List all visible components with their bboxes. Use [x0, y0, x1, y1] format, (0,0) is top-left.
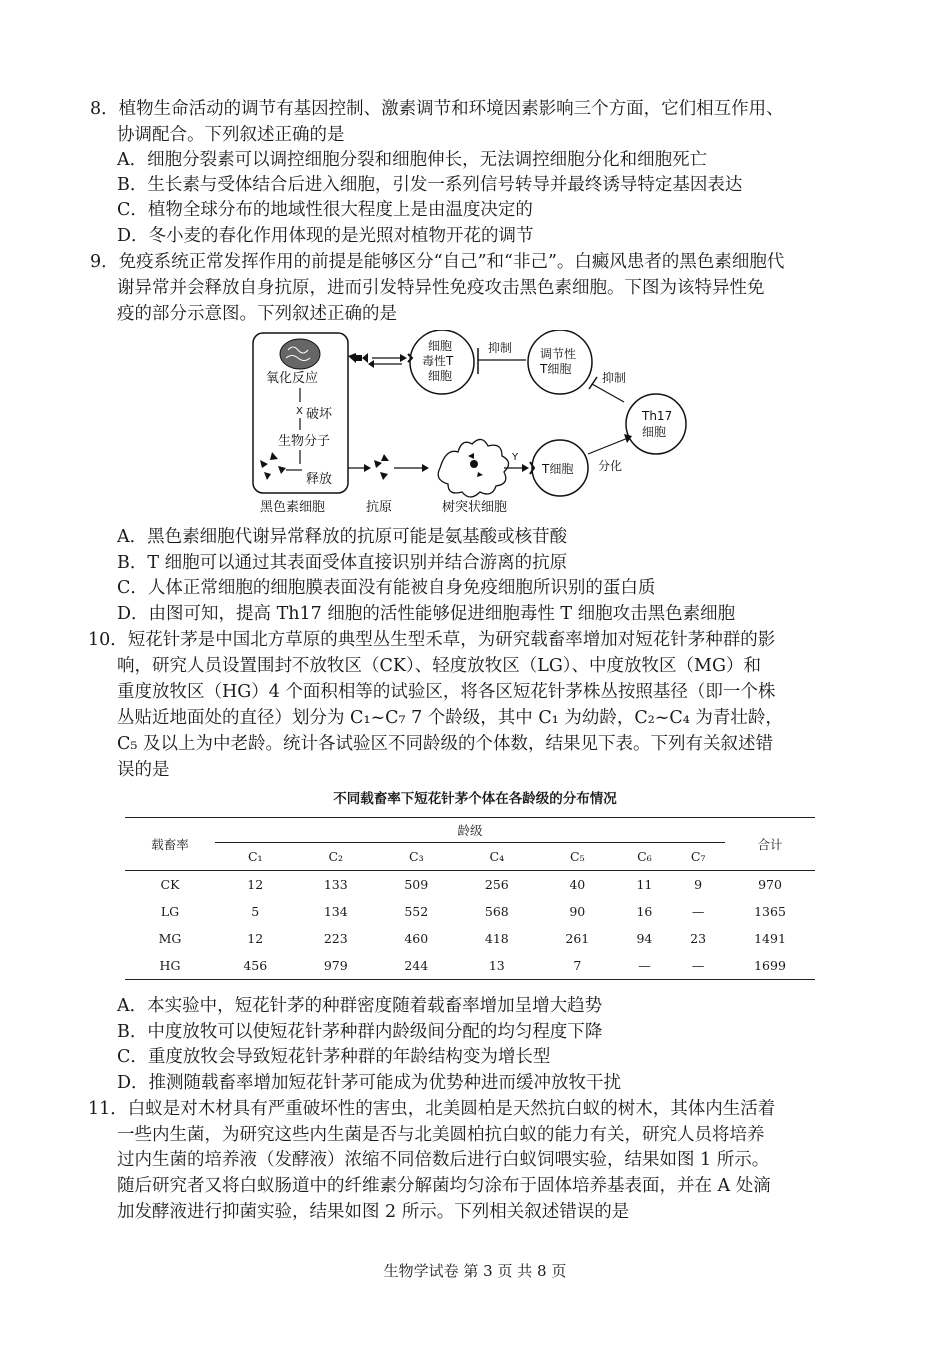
q10-stem-line2: 响，研究人员设置围封不放牧区（CK）、轻度放牧区（LG）、中度放牧区（MG）和	[117, 656, 761, 676]
cell: 23	[690, 931, 707, 946]
q8-option-d: D．冬小麦的春化作用体现的是光照对植物开花的调节	[117, 226, 534, 246]
age-col-header: C₅	[537, 843, 618, 871]
cell: 568	[484, 904, 509, 919]
age-col-header: C₆	[618, 843, 672, 871]
cell: 9	[694, 877, 703, 892]
th17-cell	[626, 394, 686, 454]
y-label: Y	[512, 452, 519, 463]
q8-stem-line2: 协调配合。下列叙述正确的是	[117, 125, 345, 145]
antigen-cluster-inside	[260, 452, 286, 480]
age-col-header: C₄	[457, 843, 538, 871]
melanocyte-nucleus	[280, 339, 320, 369]
cell: 7	[573, 958, 582, 973]
table-row	[125, 925, 815, 952]
row-rate: CK	[160, 877, 180, 892]
q9-stem-line3: 疫的部分示意图。下列叙述正确的是	[117, 304, 397, 324]
row-rate: MG	[158, 931, 182, 946]
oxidation-label: 氧化反应	[266, 371, 319, 386]
cell: 418	[484, 931, 509, 946]
dendritic-label: 树突状细胞	[442, 500, 508, 515]
biomolecule-label: 生物分子	[278, 434, 331, 449]
table-title: 不同载畜率下短花针茅个体在各龄级的分布情况	[333, 791, 617, 807]
inhibit-label-1: 抑制	[488, 341, 513, 355]
q10-stem-line3: 重度放牧区（HG）4 个面积相等的试验区，将各区短花针茅株丛按照基径（即一个株	[117, 682, 776, 702]
cell: 456	[243, 958, 268, 973]
q9-option-d: D．由图可知，提高 Th17 细胞的活性能够促进细胞毒性 T 细胞攻击黑色素细胞	[117, 604, 736, 624]
table-row	[125, 898, 815, 925]
q10-option-b: B．中度放牧可以使短花针茅种群内龄级间分配的均匀程度下降	[117, 1022, 603, 1042]
q8-option-b: B．生长素与受体结合后进入细胞，引发一系列信号转导并最终诱导特定基因表达	[117, 175, 743, 195]
ctl-label-1: 细胞	[428, 339, 453, 353]
distribution-table	[125, 817, 815, 980]
destroy-label: 破坏	[306, 407, 333, 422]
cell: 90	[569, 904, 586, 919]
cell: —	[691, 904, 705, 919]
age-col-header: C₂	[296, 843, 377, 871]
cell: 509	[404, 877, 429, 892]
cell: 12	[247, 931, 264, 946]
age-col-header: C₁	[215, 843, 296, 871]
page-footer: 生物学试卷 第 3 页 共 8 页	[383, 1262, 567, 1280]
header-age: 龄级	[215, 818, 725, 843]
cell: —	[638, 958, 651, 973]
cell: 40	[569, 877, 586, 892]
row-rate: LG	[160, 904, 180, 919]
cell: 16	[636, 904, 653, 919]
q9-stem-line2: 谢异常并会释放自身抗原，进而引发特异性免疫攻击黑色素细胞。下图为该特异性免	[117, 278, 765, 298]
row-total: 970	[758, 877, 782, 892]
q8-option-a: A．细胞分裂素可以调控细胞分裂和细胞伸长，无法调控细胞分化和细胞死亡	[117, 150, 708, 170]
q11-stem-line4: 随后研究者又将白蚁肠道中的纤维素分解菌均匀涂布于固体培养基表面，并在 A 处滴	[117, 1176, 771, 1196]
row-total: 1491	[754, 931, 786, 946]
antigen-label: 抗原	[366, 500, 393, 515]
th17-label-1: Th17	[642, 409, 673, 423]
release-label: 释放	[306, 472, 333, 487]
antigen-cluster-outside	[374, 454, 389, 480]
cell: 13	[488, 958, 505, 973]
q10-option-c: C．重度放牧会导致短花针茅种群的年龄结构变为增长型	[117, 1047, 551, 1067]
q8-stem-line1: 8．植物生命活动的调节有基因控制、激素调节和环境因素影响三个方面，它们相互作用、	[90, 99, 784, 119]
q9-stem-line1: 9．免疫系统正常发挥作用的前提是能够区分“自己”和“非己”。白癜风患者的黑色素细胞代	[90, 252, 785, 272]
th17-label-2: 细胞	[642, 425, 667, 439]
cell: 979	[323, 958, 348, 973]
cell: 460	[404, 931, 429, 946]
header-rate: 载畜率	[151, 837, 189, 852]
row-total: 1699	[754, 958, 786, 973]
tcell-label: T细胞	[542, 462, 574, 476]
inhibit-label-2: 抑制	[602, 371, 627, 385]
q11-stem-line3: 过内生菌的培养液（发酵液）浓缩不同倍数后进行白蚁饲喂实验，结果如图 1 所示。	[117, 1150, 770, 1170]
cell: 94	[636, 931, 653, 946]
cell: 552	[404, 904, 429, 919]
treg-label-2: T细胞	[540, 362, 572, 376]
q10-stem-line1: 10．短花针茅是中国北方草原的典型丛生型禾草，为研究载畜率增加对短花针茅种群的影	[88, 630, 776, 650]
q9-option-a: A．黑色素细胞代谢异常释放的抗原可能是氨基酸或核苷酸	[117, 527, 568, 547]
table-row	[125, 952, 815, 980]
q9-option-b: B．T 细胞可以通过其表面受体直接识别并结合游离的抗原	[117, 553, 568, 573]
treg-label-1: 调节性	[540, 347, 577, 361]
cell: 11	[636, 877, 653, 892]
q9-option-c: C．人体正常细胞的细胞膜表面没有能被自身免疫细胞所识别的蛋白质	[117, 578, 656, 598]
q11-stem-line5: 加发酵液进行抑菌实验，结果如图 2 所示。下列相关叙述错误的是	[117, 1202, 630, 1222]
row-rate: HG	[159, 958, 181, 973]
cell: 133	[323, 877, 348, 892]
cell: 12	[247, 877, 264, 892]
cell: —	[691, 958, 705, 973]
dendritic-cell	[438, 439, 508, 497]
ctl-label-3: 细胞	[428, 369, 453, 383]
cell: 223	[323, 931, 348, 946]
x-label: X	[296, 406, 303, 417]
q10-option-d: D．推测随载畜率增加短花针茅可能成为优势种进而缓冲放牧干扰	[117, 1073, 622, 1093]
cell: 5	[251, 904, 260, 919]
age-col-header: C₇	[671, 843, 725, 871]
q10-option-a: A．本实验中，短花针茅的种群密度随着载畜率增加呈增大趋势	[117, 996, 603, 1016]
cell: 244	[404, 958, 429, 973]
table-row	[125, 871, 815, 899]
row-total: 1365	[754, 904, 786, 919]
mhc-receptor	[348, 353, 368, 363]
header-total: 合计	[757, 837, 783, 852]
differentiate-label: 分化	[598, 459, 623, 473]
q8-option-c: C．植物全球分布的地域性很大程度上是由温度决定的	[117, 200, 533, 220]
ctl-label-2: 毒性T	[422, 354, 454, 368]
q10-stem-line6: 误的是	[117, 760, 170, 780]
cell: 261	[565, 931, 590, 946]
melanocyte-label: 黑色素细胞	[260, 500, 326, 515]
cell: 256	[484, 877, 509, 892]
age-col-header: C₃	[376, 843, 457, 871]
immune-diagram	[250, 330, 710, 520]
q10-stem-line5: C₅ 及以上为中老龄。统计各试验区不同龄级的个体数，结果见下表。下列有关叙述错	[117, 734, 773, 754]
q11-stem-line1: 11．白蚁是对木材具有严重破坏性的害虫，北美圆柏是天然抗白蚁的树木，其体内生活着	[88, 1099, 776, 1119]
q11-stem-line2: 一些内生菌，为研究这些内生菌是否与北美圆柏抗白蚁的能力有关，研究人员将培养	[117, 1125, 765, 1145]
cell: 134	[323, 904, 348, 919]
q10-stem-line4: 丛贴近地面处的直径）划分为 C₁~C₇ 7 个龄级，其中 C₁ 为幼龄，C₂~C₄ 为青壮龄，	[117, 708, 783, 728]
